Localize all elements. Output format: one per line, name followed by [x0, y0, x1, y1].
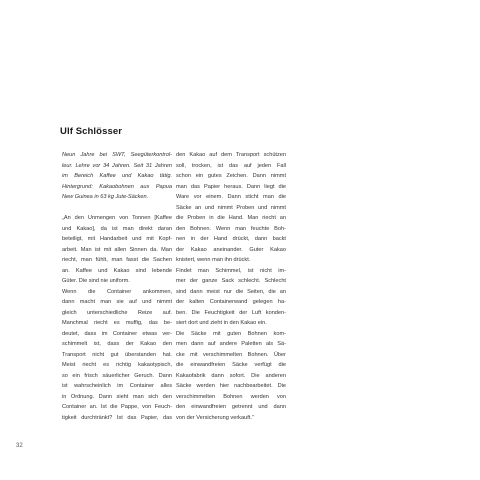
text-line: Säcke an und nimmt Proben und nimmt	[176, 204, 286, 211]
text-line: die Proben in die Hand. Man riecht an	[176, 215, 286, 221]
text-line: den Bohnen. Wenn man feuchte Boh-	[176, 225, 286, 232]
text-line: gleich unterschiedliche Reize auf.	[62, 309, 172, 316]
text-line: tigkeit durchtränkt? Ist das Papier, das	[62, 414, 172, 421]
text-line: im Bereich Kaffee und Kakao tätig.	[62, 173, 172, 179]
text-line: sind dann meist nur die Seiten, die an	[176, 288, 286, 295]
text-line: Kakaofabrik dann sofort. Die anderen	[176, 372, 286, 379]
text-line: ben. Die Feuchtigkeit der Luft konden-	[176, 309, 286, 316]
text-line: Güter. Die sind nie uniform.	[62, 278, 130, 284]
text-line: „An den Unmengen von Tonnen [Kaffee	[62, 215, 172, 221]
text-line: arbeit. Man ist mit allen Sinnen da. Man	[62, 246, 172, 253]
text-line: nen in der Hand drückt, dann backt	[176, 236, 286, 242]
text-line: in Ordnung. Dann sieht man sich den	[62, 393, 172, 400]
text-line: ist wahrscheinlich im Container alles	[62, 383, 172, 389]
article-heading: Ulf Schlösser	[60, 126, 123, 137]
text-line: Neun Jahre bei SWT, Seegüterkontrol-	[62, 152, 172, 158]
text-line: Säcke werden hier nachbearbeitet. Die	[176, 383, 286, 389]
text-line: so ein frisch säuerlicher Geruch. Dann	[62, 372, 172, 379]
text-line: Findet man Schimmel, ist nicht im-	[176, 267, 286, 274]
body-paragraphs-left	[62, 213, 172, 423]
text-line: beteiligt, mit Handarbeit und mit Kopf-	[62, 236, 172, 242]
text-line: an. Kaffee und Kakao sind lebende	[62, 267, 172, 274]
text-line: von der Versicherung verkauft.“	[176, 414, 254, 421]
paragraph-gap	[62, 203, 172, 214]
text-line: Meist riecht es richtig kakaotypisch,	[62, 362, 172, 368]
page-number: 32	[16, 443, 23, 449]
text-line: leur. Lehre vor 34 Jahren. Seit 31 Jahren	[62, 162, 172, 169]
text-line: Container an. Ist die Pappe, von Feuch-	[62, 404, 172, 410]
text-line: Hintergrund: Kakaobohnen aus Papua	[62, 183, 172, 190]
text-line: schon ein gutes Zeichen. Dann nimmt	[176, 173, 286, 179]
text-line: man das Papier heraus. Dann liegt die	[176, 183, 286, 190]
text-line: siert dort und zieht in den Kakao ein.	[176, 320, 267, 326]
text-line: Manchmal riecht es muffig, das be-	[62, 320, 172, 326]
text-line: riecht, man fühlt, man fasst die Sachen	[62, 257, 172, 263]
text-line: die einwandfreien Säcke verfügt die	[176, 362, 286, 368]
text-line: New Guinea in 63 kg Jute-Säcken.	[62, 194, 149, 200]
text-line: cke mit verschimmelten Bohnen. Über	[176, 351, 286, 358]
text-line: den Kakao auf dem Transport schützen	[176, 152, 286, 158]
text-column-right	[176, 150, 286, 423]
text-line: den einwandfreien getrennt und dann	[176, 404, 286, 410]
text-line: Ware vor einem. Dann sticht man die	[176, 194, 286, 200]
text-line: knistert, wenn man ihn drückt.	[176, 257, 251, 263]
text-line: der kalten Containerwand gelegen ha-	[176, 299, 286, 305]
text-line: men dann auf andere Paletten als Sä-	[176, 341, 286, 347]
text-line: mer der ganze Sack schlecht. Schlecht	[176, 278, 286, 284]
text-line: dann macht man sie auf und nimmt	[62, 299, 172, 305]
text-line: verschimmelten Bohnen werden von	[176, 393, 286, 400]
text-line: Die Säcke mit guten Bohnen kom-	[176, 330, 286, 337]
text-line: schimmelt ist, dass der Kakao den	[62, 341, 172, 347]
text-line: soll, trocken, ist das auf jeden Fall	[176, 162, 286, 169]
text-line: deutet, dass im Container etwas ver-	[62, 330, 172, 337]
text-line: der Kakao aneinander. Guter Kakao	[176, 246, 286, 253]
text-line: und Kakao], da ist man direkt daran	[62, 225, 172, 232]
text-column-left	[62, 150, 172, 423]
text-line: Transport nicht gut überstanden hat.	[62, 351, 172, 358]
intro-paragraph	[62, 150, 172, 203]
text-line: Wenn die Container ankommen,	[62, 288, 172, 295]
